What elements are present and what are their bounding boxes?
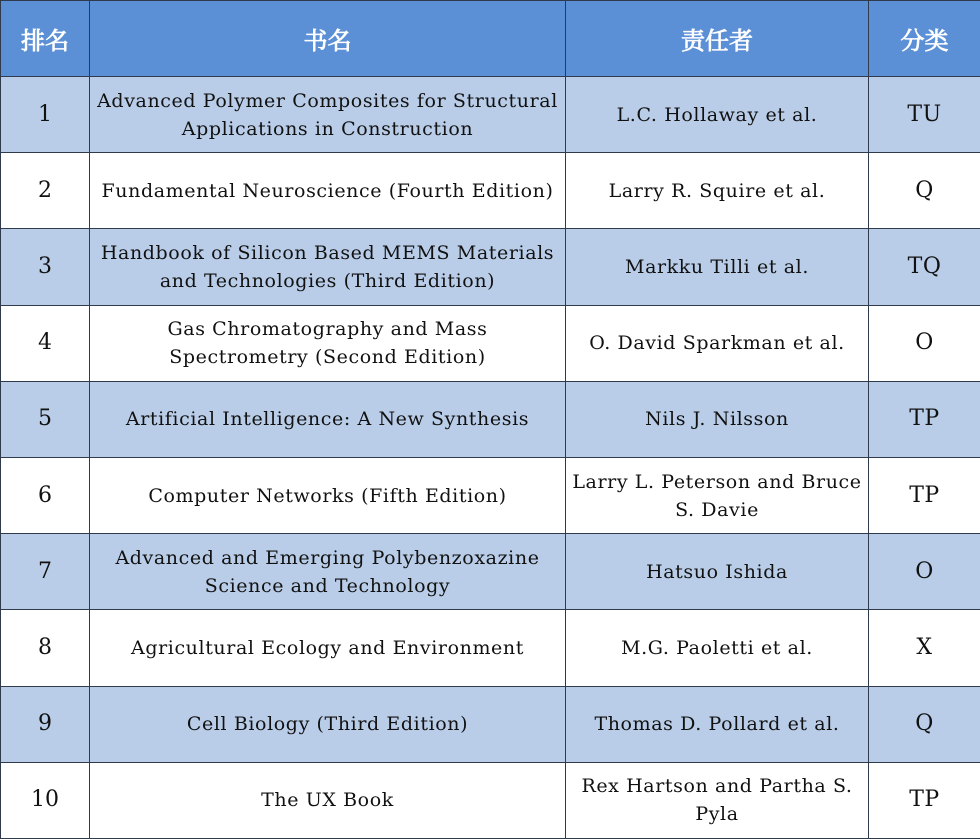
author-cell: M.G. Paoletti et al. [566,610,869,686]
rank-cell: 10 [1,762,90,838]
classification-cell: TU [869,77,980,153]
rank-cell: 2 [1,153,90,229]
author-cell: Markku Tilli et al. [566,229,869,305]
table-row [1,153,980,229]
header-rank: 排名 [1,1,90,77]
table-row [1,229,980,305]
title-cell: Artificial Intelligence: A New Synthesis [90,381,566,457]
title-cell: Gas Chromatography and Mass Spectrometry (Second Edition) [90,305,566,381]
table-row [1,77,980,153]
table-row [1,534,980,610]
table-row [1,686,980,762]
classification-cell: TQ [869,229,980,305]
classification-cell: TP [869,457,980,533]
table-row [1,457,980,533]
author-cell: O. David Sparkman et al. [566,305,869,381]
rank-cell: 1 [1,77,90,153]
classification-cell: TP [869,381,980,457]
classification-cell: O [869,305,980,381]
title-cell: Fundamental Neuroscience (Fourth Edition) [90,153,566,229]
rank-cell: 8 [1,610,90,686]
header-classification: 分类 [869,1,980,77]
header-row [1,1,980,77]
author-cell: Rex Hartson and Partha S. Pyla [566,762,869,838]
classification-cell: TP [869,762,980,838]
author-cell: L.C. Hollaway et al. [566,77,869,153]
rank-cell: 7 [1,534,90,610]
table-row [1,381,980,457]
title-cell: Agricultural Ecology and Environment [90,610,566,686]
title-cell: Computer Networks (Fifth Edition) [90,457,566,533]
table-row [1,762,980,838]
classification-cell: O [869,534,980,610]
rank-cell: 3 [1,229,90,305]
author-cell: Hatsuo Ishida [566,534,869,610]
header-title: 书名 [90,1,566,77]
author-cell: Larry R. Squire et al. [566,153,869,229]
classification-cell: X [869,610,980,686]
author-cell: Thomas D. Pollard et al. [566,686,869,762]
title-cell: Advanced Polymer Composites for Structural Applications in Construction [90,77,566,153]
classification-cell: Q [869,686,980,762]
table-row [1,305,980,381]
rank-cell: 5 [1,381,90,457]
rank-cell: 4 [1,305,90,381]
table-row [1,610,980,686]
classification-cell: Q [869,153,980,229]
author-cell: Larry L. Peterson and Bruce S. Davie [566,457,869,533]
title-cell: Cell Biology (Third Edition) [90,686,566,762]
author-cell: Nils J. Nilsson [566,381,869,457]
title-cell: The UX Book [90,762,566,838]
title-cell: Advanced and Emerging Polybenzoxazine Science and Technology [90,534,566,610]
rank-cell: 6 [1,457,90,533]
title-cell: Handbook of Silicon Based MEMS Materials and Technologies (Third Edition) [90,229,566,305]
header-author: 责任者 [566,1,869,77]
rank-cell: 9 [1,686,90,762]
